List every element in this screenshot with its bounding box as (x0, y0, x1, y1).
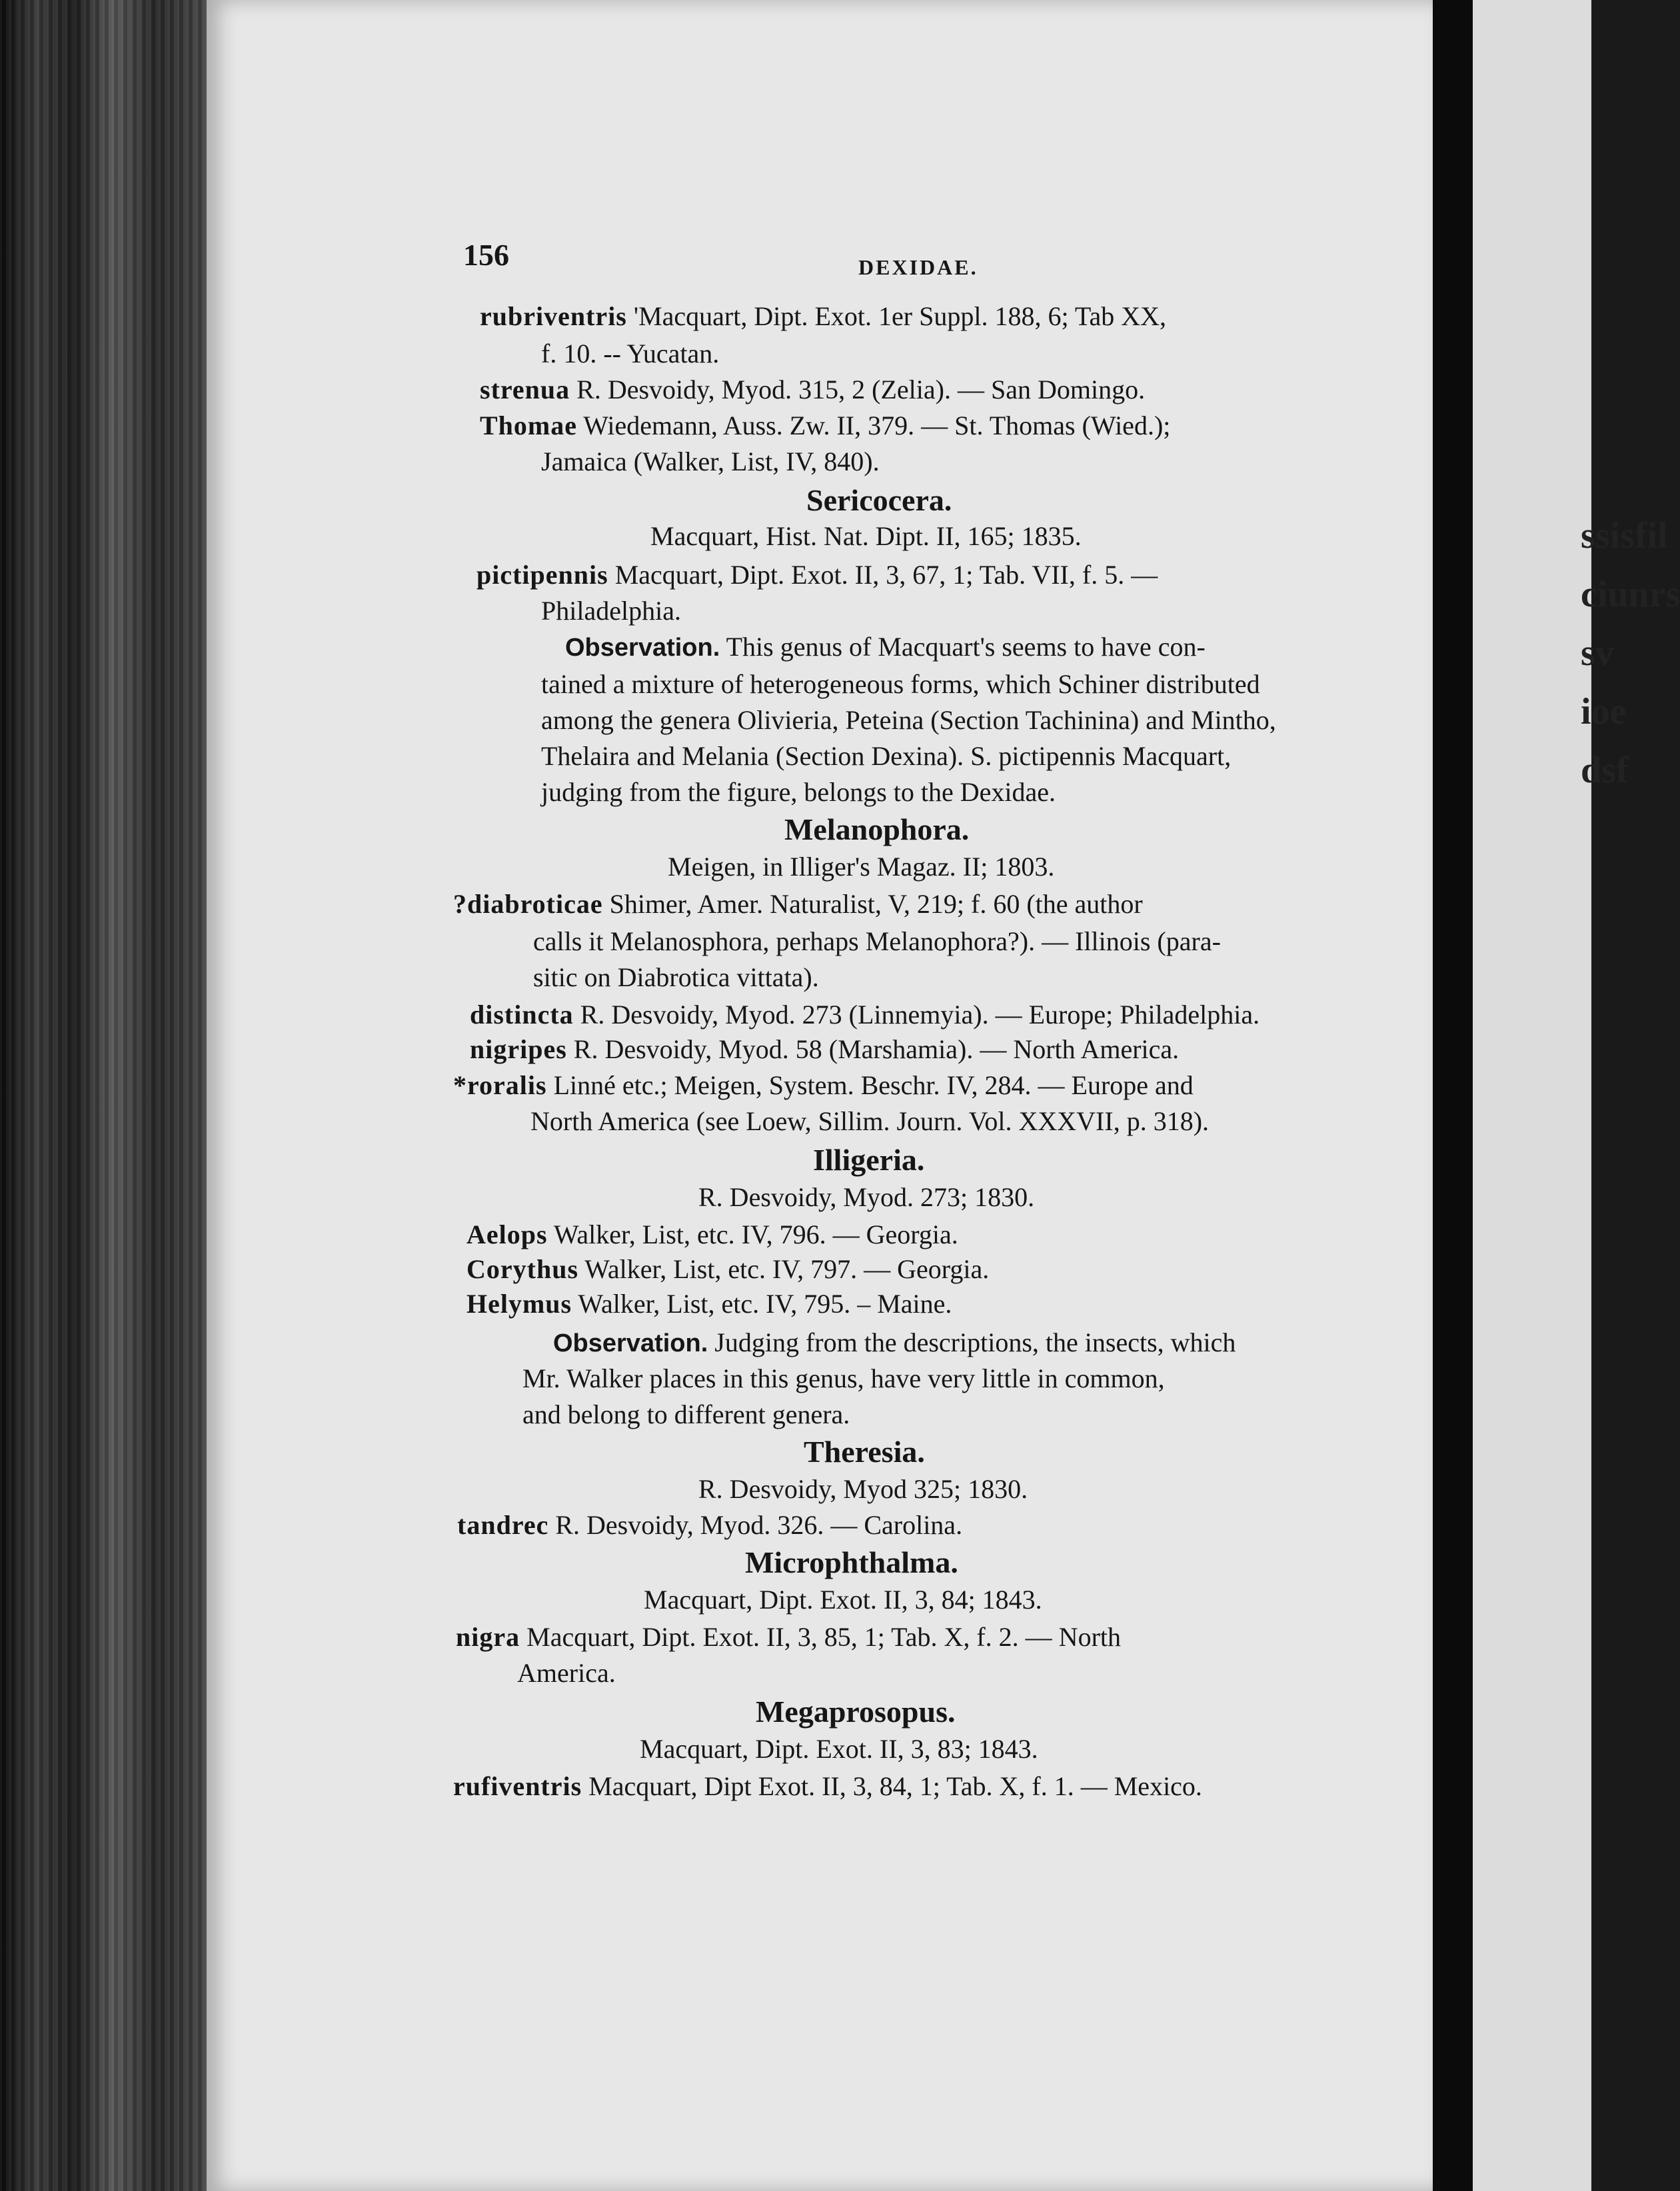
species-name: roralis (467, 1070, 547, 1100)
line-text: R. Desvoidy, Myod 325; 1830. (698, 1474, 1028, 1504)
line-text: Macquart, Dipt. Exot. II, 3, 84; 1843. (644, 1585, 1042, 1615)
line-text: R. Desvoidy, Myod. 326. — Carolina. (548, 1510, 963, 1540)
species-entry-line (480, 301, 1166, 332)
entry-marker: ? (453, 889, 467, 919)
book-binding (0, 0, 207, 2191)
species-entry-line (456, 1622, 1121, 1653)
species-name: tandrec (457, 1510, 549, 1540)
text-line (644, 1585, 1042, 1615)
line-text: Jamaica (Walker, List, IV, 840). (541, 446, 880, 476)
text-line (640, 1734, 1038, 1765)
line-text: and belong to different genera. (522, 1399, 850, 1429)
genus-heading-text: Theresia. (804, 1435, 925, 1469)
line-text: Meigen, in Illiger's Magaz. II; 1803. (668, 852, 1055, 882)
line-text: Shimer, Amer. Naturalist, V, 219; f. 60 (the author (602, 889, 1143, 919)
genus-heading-text: Melanophora. (784, 812, 970, 846)
line-text: Wiedemann, Auss. Zw. II, 379. — St. Thomas (Wied.); (577, 410, 1171, 440)
line-text: Philadelphia. (541, 596, 681, 626)
species-name: Corythus (466, 1254, 579, 1284)
text-line (517, 1658, 616, 1689)
line-text: North America (see Loew, Sillim. Journ. Vol. XXXVII, p. 318). (530, 1106, 1210, 1136)
line-text: Macquart, Dipt. Exot. II, 3, 85, 1; Tab. X, f. 2. — North (520, 1622, 1121, 1652)
genus-heading (745, 1547, 958, 1578)
species-name: nigripes (470, 1034, 567, 1064)
entry-marker: * (453, 1070, 467, 1100)
species-entry-line (453, 889, 1143, 920)
genus-heading (806, 485, 952, 516)
species-name: rufiventris (453, 1771, 582, 1801)
line-text: This genus of Macquart's seems to have con- (720, 632, 1206, 662)
line-text: judging from the figure, belongs to the Dexidae. (541, 777, 1056, 807)
page-gutter (1433, 0, 1473, 2191)
page-number: 156 (463, 238, 509, 272)
line-text: Mr. Walker places in this genus, have very little in common, (522, 1363, 1165, 1393)
species-entry-line (476, 560, 1158, 590)
observation-label: Observation. (553, 1329, 708, 1357)
line-text: Thelaira and Melania (Section Dexina). S. pictipennis Macquart, (541, 741, 1232, 771)
line-text: R. Desvoidy, Myod. 315, 2 (Zelia). — San Domingo. (570, 374, 1146, 404)
text-line (698, 1182, 1034, 1213)
species-name: strenua (480, 374, 570, 404)
text-line (541, 596, 681, 626)
text-line (541, 446, 880, 477)
genus-heading (804, 1437, 925, 1467)
species-entry-line (480, 374, 1145, 405)
species-name: diabroticae (467, 889, 603, 919)
line-text: Walker, List, etc. IV, 796. — Georgia. (547, 1219, 958, 1249)
text-line (668, 852, 1054, 882)
species-entry-line (466, 1289, 952, 1319)
text-line (698, 1474, 1028, 1505)
text-line (533, 962, 819, 993)
text-line (541, 669, 1260, 700)
genus-heading (813, 1145, 924, 1175)
line-text: Macquart, Hist. Nat. Dipt. II, 165; 1835. (650, 521, 1082, 551)
line-text: Macquart, Dipt. Exot. II, 3, 83; 1843. (640, 1734, 1038, 1764)
line-text: Macquart, Dipt Exot. II, 3, 84, 1; Tab. X, f. 1. — Mexico. (582, 1771, 1202, 1801)
line-text: Macquart, Dipt. Exot. II, 3, 67, 1; Tab. VII, f. 5. — (608, 560, 1158, 590)
line-text: R. Desvoidy, Myod. 273 (Linnemyia). — Europe; Philadelphia. (573, 1000, 1260, 1030)
line-text: R. Desvoidy, Myod. 58 (Marshamia). — North America. (566, 1034, 1180, 1064)
line-text: America. (517, 1658, 616, 1688)
species-name: pictipennis (476, 560, 608, 590)
genus-heading (784, 814, 969, 845)
line-text: R. Desvoidy, Myod. 273; 1830. (698, 1182, 1035, 1212)
running-head: DEXIDAE. (858, 255, 978, 279)
genus-heading (756, 1697, 955, 1727)
species-entry-line (453, 1070, 1194, 1101)
species-entry-line (453, 1771, 1202, 1802)
text-line (541, 339, 719, 369)
line-text: sitic on Diabrotica vittata). (533, 962, 819, 992)
species-entry-line (457, 1510, 962, 1541)
line-text: tained a mixture of heterogeneous forms, which Schiner distributed (541, 669, 1260, 699)
observation-line (565, 632, 1206, 663)
line-text: Walker, List, etc. IV, 795. – Maine. (572, 1289, 952, 1319)
line-text: 'Macquart, Dipt. Exot. 1er Suppl. 188, 6; Tab XX, (626, 301, 1166, 331)
text-line (533, 926, 1221, 957)
text-line (650, 521, 1082, 552)
line-text: Linné etc.; Meigen, System. Beschr. IV, 284. — Europe and (546, 1070, 1194, 1100)
line-text: calls it Melanosphora, perhaps Melanophora?). — Illinois (para- (533, 926, 1221, 956)
line-text: Walker, List, etc. IV, 797. — Georgia. (578, 1254, 990, 1284)
genus-heading-text: Sericocera. (806, 483, 952, 517)
species-name: distincta (470, 1000, 574, 1030)
text-line (530, 1106, 1209, 1137)
line-text: among the genera Olivieria, Peteina (Section Tachinina) and Mintho, (541, 705, 1276, 735)
genus-heading-text: Megaprosopus. (756, 1695, 956, 1729)
species-entry-line (470, 1034, 1179, 1065)
species-entry-line (470, 1000, 1260, 1030)
observation-label: Observation. (565, 634, 720, 662)
species-name: Aelops (466, 1219, 548, 1249)
genus-heading-text: Microphthalma. (745, 1545, 958, 1579)
species-entry-line (466, 1254, 989, 1285)
text-line (522, 1363, 1165, 1394)
text-line (541, 705, 1276, 736)
species-entry-line (466, 1219, 958, 1250)
observation-line (553, 1327, 1236, 1359)
line-text: Judging from the descriptions, the insects, which (708, 1327, 1236, 1357)
genus-heading-text: Illigeria. (813, 1143, 925, 1177)
line-text: f. 10. -- Yucatan. (541, 339, 720, 368)
text-line (541, 777, 1056, 808)
species-name: rubriventris (480, 301, 627, 331)
species-name: nigra (456, 1622, 520, 1652)
species-name: Helymus (466, 1289, 572, 1319)
text-line (522, 1399, 850, 1430)
text-line (541, 741, 1231, 772)
species-name: Thomae (480, 410, 577, 440)
species-entry-line (480, 410, 1170, 441)
adjacent-page-text-fragment: ssisfil ciunrs sv ioe dsf (1581, 515, 1680, 791)
